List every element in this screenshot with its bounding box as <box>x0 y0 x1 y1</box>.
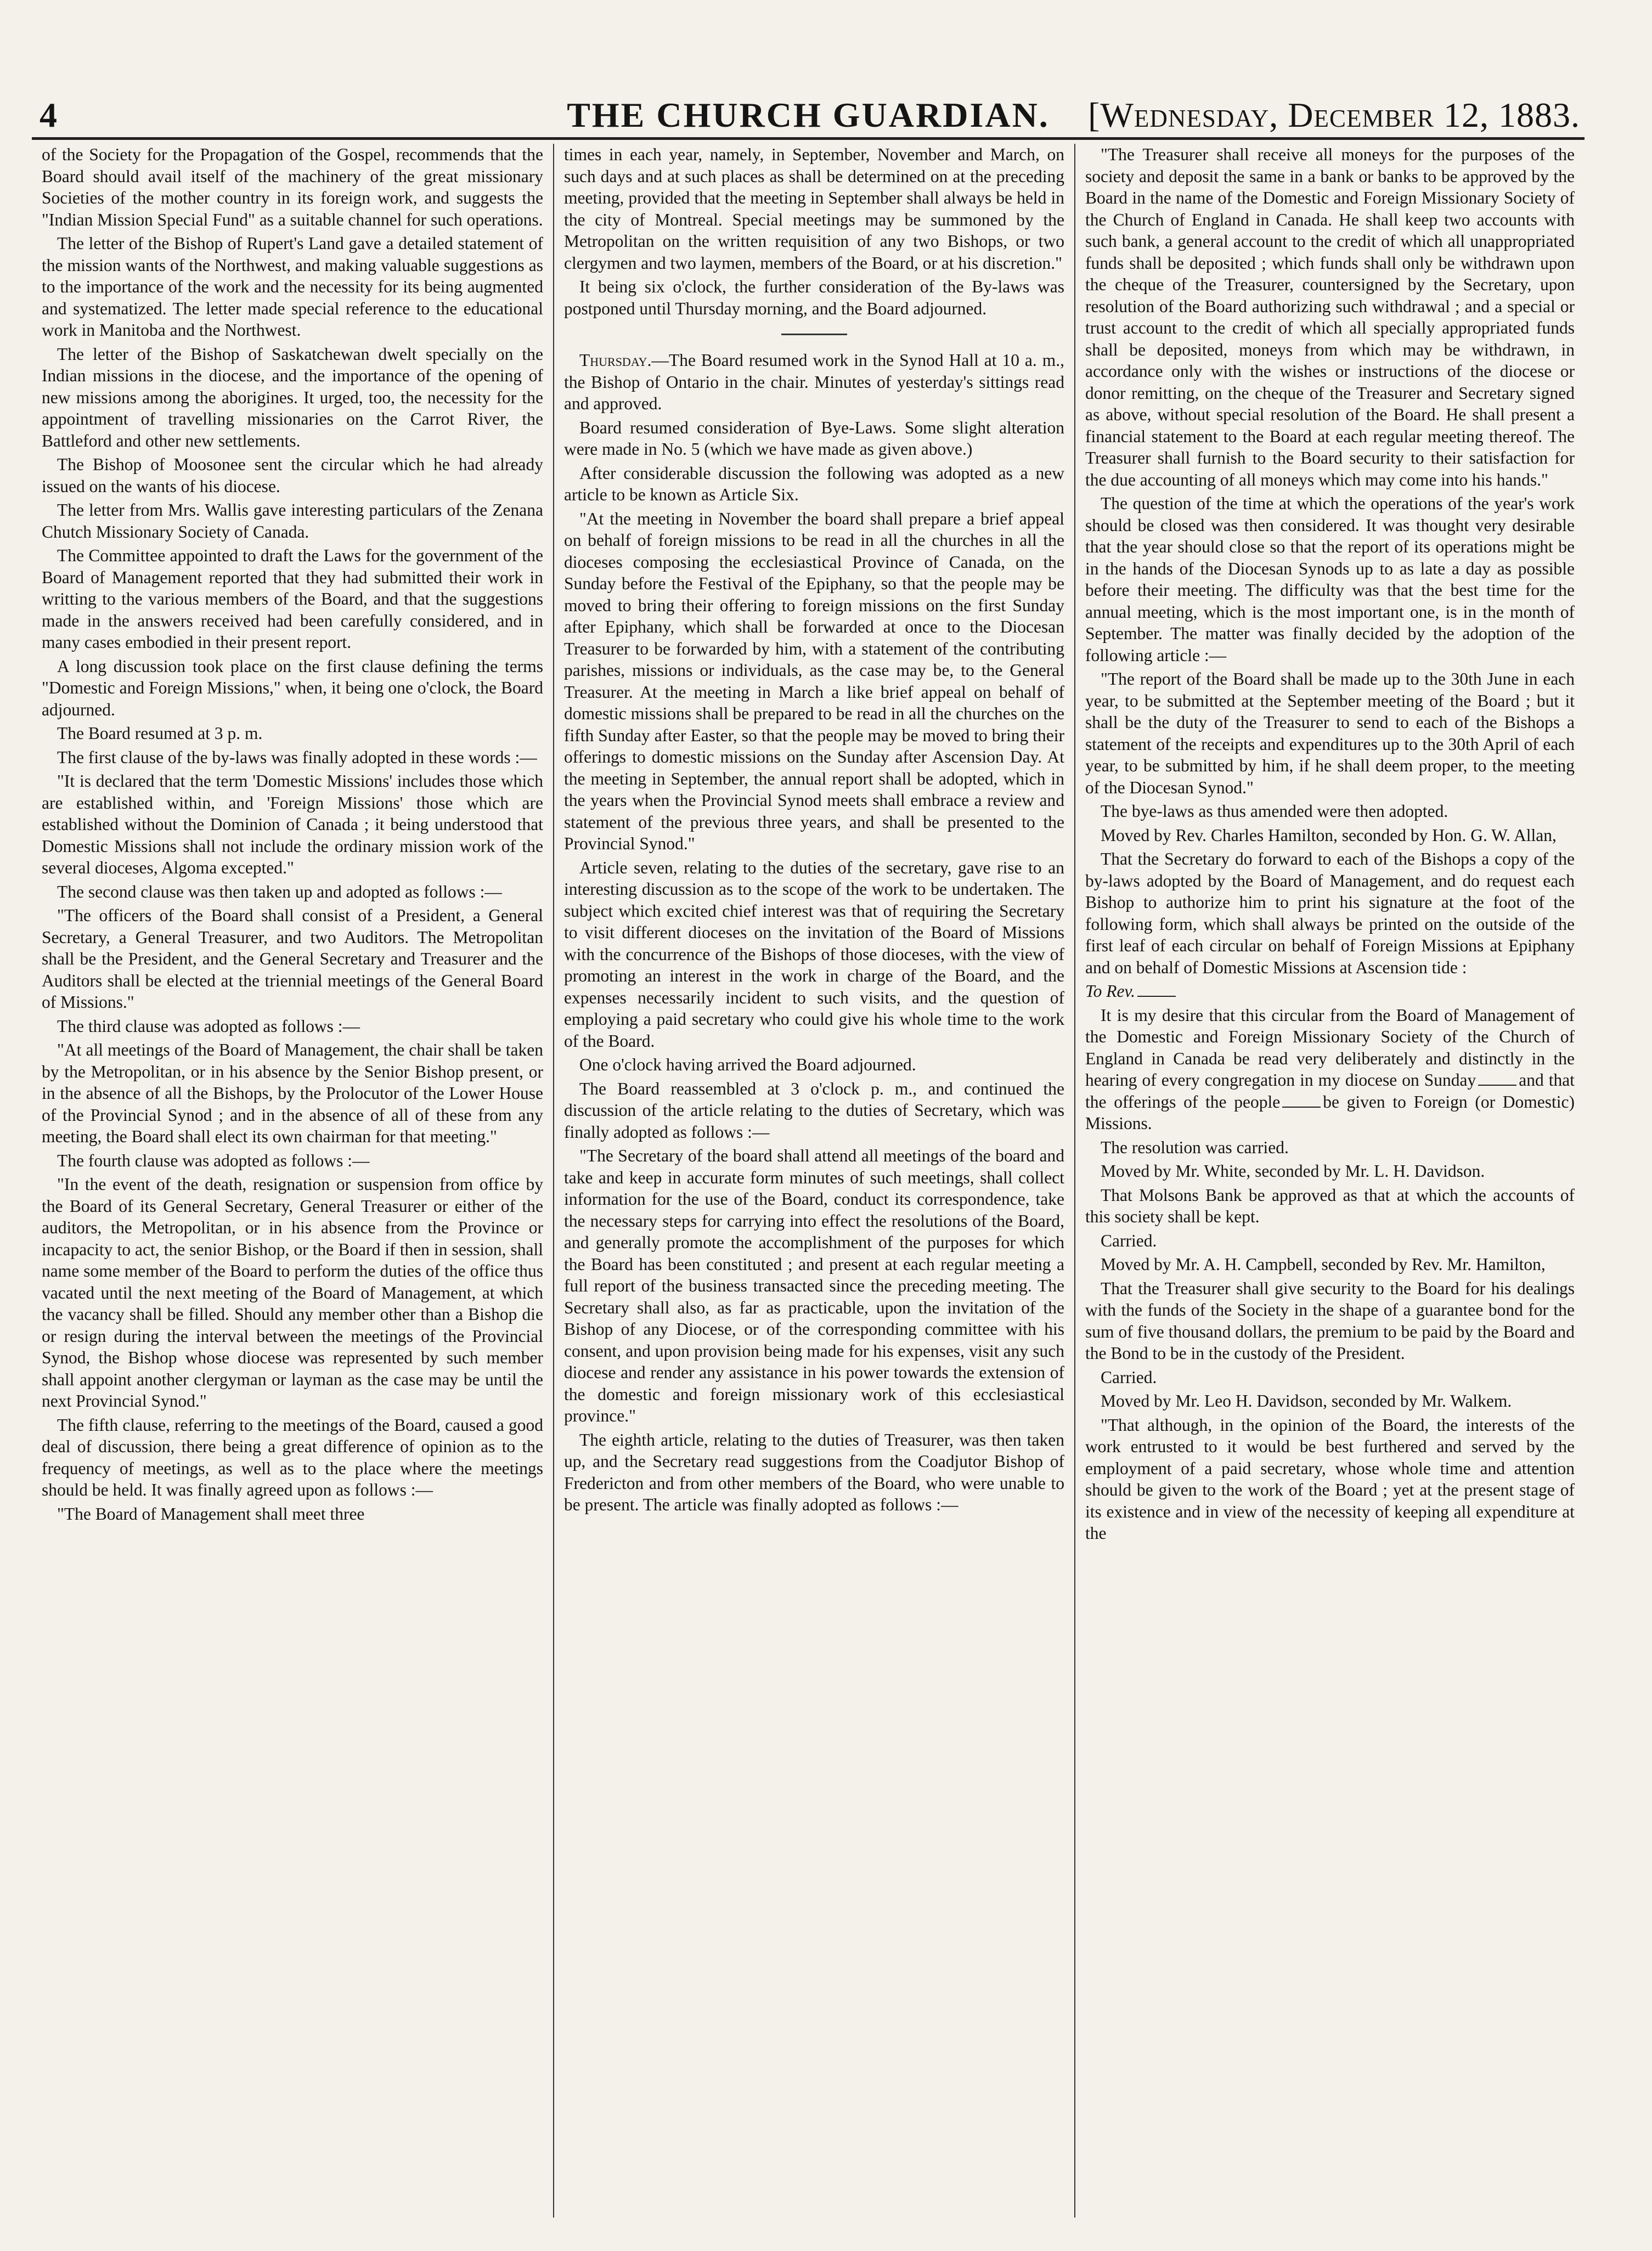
paragraph: The first clause of the by-laws was finally adopted in these words :— <box>57 747 537 767</box>
column-3 <box>1074 144 1585 2218</box>
circular-end: be given to Foreign (or Domestic) Missions. <box>1085 1092 1575 1133</box>
paragraph: "At the meeting in November the board shall prepare a brief appeal on behalf of foreign missions to be read in all the churches in all the dioceses composing the ecclesiastical Province of Canada, on the Sunday before the Festival of the Epiphany, so that the people may be moved to bring their offering to foreign missions on the first Sunday after Epiphany, which shall be forwarded at once to the Diocesan Treasurer to be forwarded by him, with a statement of the contributing parishes, missions or individuals, as the case may be, to the General Treasurer. At the meeting in March a like brief appeal on behalf of domestic missions shall be prepared to be read in all the churches on the fifth Sunday after Easter, so that the people may be moved to bring their offerings to domestic missions on the Sunday after Ascension Day. At the meeting in September, the annual report shall be adopted, which in the years when the Provincial Synod meets shall embrace a review and statement of the previous three years, and shall be presented to the Provincial Synod." <box>564 509 1064 853</box>
paragraph: "It is declared that the term 'Domestic Missions' includes those which are established within, and 'Foreign Missions' those which are established without the Dominion of Canada ; it being understood that Domestic Missions shall not include the ordinary mission work of the several dioceses, Algoma excepted." <box>42 771 543 877</box>
paragraph: of the Society for the Propagation of the Gospel, recommends that the Board should avail itself of the machinery of the great missionary Societies of the mother country in its foreign work, and suggests the "Indian Mission Special Fund" as a suitable channel for such operations. <box>42 145 543 229</box>
paragraph: The resolution was carried. <box>1101 1137 1289 1157</box>
paragraph: A long discussion took place on the first clause defining the terms "Domestic and Foreign Missions," when, it being one o'clock, the Board adjourned. <box>42 656 543 719</box>
circular-text <box>1085 1005 1575 1135</box>
blank-line <box>1282 1092 1321 1108</box>
paragraph: Carried. <box>1101 1367 1157 1387</box>
paragraph: Moved by Mr. A. H. Campbell, seconded by Rev. Mr. Hamilton, <box>1101 1255 1546 1274</box>
column-2 <box>553 144 1074 2218</box>
circular-lead: It is my desire that this circular from the Board of Management of the Domestic and Foreign Missionary Society of the Church of England in Canada be read very deliberately and distinctly in the hearing of every congregation in my diocese on Sunday <box>1085 1005 1575 1090</box>
paragraph: Moved by Mr. White, seconded by Mr. L. H. Davidson. <box>1101 1161 1485 1181</box>
paragraph: That the Secretary do forward to each of the Bishops a copy of the by-laws adopted by the Board of Management, and do request each Bishop to authorize him to print his signature at the foot of the following form, which shall always be printed on the outside of the first leaf of each circular on behalf of Foreign Missions at Epiphany and on behalf of Domestic Missions at Ascension tide : <box>1085 849 1575 977</box>
paragraph: The eighth article, relating to the duties of Treasurer, was then taken up, and the Secretary read suggestions from the Coadjutor Bishop of Fredericton and from other members of the Board, who were unable to be present. The article was finally adopted as follows :— <box>564 1430 1064 1514</box>
page-number: 4 <box>40 95 57 134</box>
paragraph: "The Secretary of the board shall attend all meetings of the board and take and keep in accurate form minutes of such meetings, shall collect information for the use of the Board, conduct its correspondence, take the necessary steps for carrying into effect the resolutions of the Board, and generally promote the accomplishment of the purposes for which the Board has been constituted ; and present at each regular meeting a full report of the business transacted since the preceding meeting. The Secretary shall also, as far as practicable, upon the invitation of the Bishop of any Diocese, or of the corresponding committee with his consent, and upon provision being made for his expenses, visit any such diocese and render any assistance in his power towards the extension of the domestic and foreign missionary work of this ecclesiastical province." <box>564 1146 1064 1425</box>
paragraph: Moved by Mr. Leo H. Davidson, seconded by Mr. Walkem. <box>1101 1391 1512 1411</box>
section-divider <box>781 334 847 335</box>
paragraph: "In the event of the death, resignation or suspension from office by the Board of its General Secretary, General Treasurer or either of the auditors, the Metropolitan, or in his absence from the Province or incapacity to act, the senior Bishop, or the Board if then in session, shall name some member of the Board to perform the duties of the office thus vacated until the next meeting of the Board of Management, at which the vacancy shall be filled. Should any member other than a Bishop die or resign during the interval between the meetings of the Provincial Synod, the Bishop whose diocese was represented by such member shall appoint another clergyman or layman as the case may be until the next Provincial Synod." <box>42 1175 543 1411</box>
paragraph: The second clause was then taken up and adopted as follows :— <box>57 882 502 901</box>
thursday-text: —The Board resumed work in the Synod Hall at 10 a. m., the Bishop of Ontario in the chair. Minutes of yesterday's sittings read and approved. <box>564 351 1064 413</box>
paragraph: That Molsons Bank be approved as that at which the accounts of this society shall be kept. <box>1085 1185 1575 1226</box>
paragraph: "The officers of the Board shall consist of a President, a General Secretary, a General Treasurer, and two Auditors. The Metropolitan shall be the President, and the General Secretary and Treasurer and the Auditors shall be elected at the triennial meetings of the General Board of Missions." <box>42 906 543 1012</box>
paragraph: The letter of the Bishop of Rupert's Land gave a detailed statement of the mission wants of the Northwest, and making valuable suggestions as to the importance of the work and the necessity for its being augmented and systematized. The letter made special reference to the educational work in Manitoba and the Northwest. <box>42 234 543 340</box>
paragraph: "The report of the Board shall be made up to the 30th June in each year, to be submitted at the September meeting of the Board ; but it shall be the duty of the Treasurer to send to each of the Bishops a statement of the receipts and expenditures up to the 30th April of each year, to be submitted by him, if he shall deem proper, to the meeting of the Diocesan Synod." <box>1085 669 1575 797</box>
paragraph: The fifth clause, referring to the meetings of the Board, caused a good deal of discussion, there being a great difference of opinion as to the frequency of meetings, as well as to the place where the meetings should be held. It was finally agreed upon as follows :— <box>42 1415 543 1499</box>
paragraph: The third clause was adopted as follows :— <box>57 1016 360 1036</box>
salutation <box>1085 980 1575 1002</box>
paragraph: The bye-laws as thus amended were then adopted. <box>1101 802 1448 821</box>
paragraph: Article seven, relating to the duties of the secretary, gave rise to an interesting discussion as to the scope of the work to be undertaken. The subject which excited chief interest was that of requiring the Secretary to visit different dioceses on the invitation of the Board of Missions with the concurrence of the Bishops of those dioceses, with the view of promoting an interest in the work in charge of the Board, and the expenses necessarily incident to such visits, and the question of employing a paid secretary who could give his whole time to the work of the Board. <box>564 857 1064 1051</box>
paragraph: The Board resumed at 3 p. m. <box>57 724 263 743</box>
circular-mid: and that the offerings of the people <box>1085 1070 1575 1112</box>
paragraph: That the Treasurer shall give security to the Board for his dealings with the funds of the Society in the shape of a guarantee bond for the sum of five thousand dollars, the premium to be paid by the Board and the Bond to be in the custody of the President. <box>1085 1278 1575 1363</box>
paragraph: The Bishop of Moosonee sent the circular which he had already issued on the wants of his diocese. <box>42 455 543 496</box>
paragraph: Carried. <box>1101 1231 1157 1250</box>
paragraph: "That although, in the opinion of the Board, the interests of the work entrusted to it would be best furthered and served by the employment of a paid secretary, whose whole time and attention should be given to the work of the Board ; yet at the present stage of its existence and in view of the necessity of keeping all expenditure at the <box>1085 1415 1575 1543</box>
thursday-lead: Thursday. <box>579 351 652 370</box>
paragraph: Moved by Rev. Charles Hamilton, seconded by Hon. G. W. Allan, <box>1101 825 1557 845</box>
issue-date: [Wednesday, December 12, 1883. <box>1088 95 1580 134</box>
blank-line <box>1137 981 1176 997</box>
paragraph: "The Treasurer shall receive all moneys for the purposes of the society and deposit the same in a bank or banks to be approved by the Board in the name of the Domestic and Foreign Missionary Society of the Church of England in Canada. He shall keep two accounts with such bank, a general account to the credit of which all unappropriated funds shall be deposited ; which funds shall only be withdrawn upon the cheque of the Treasurer, countersigned by the Secretary, upon resolution of the Board authorizing such withdrawal ; and a special or trust account to the credit of which all specially appropriated funds shall be deposited, moneys from which may be withdrawn, in accordance only with the wishes or instructions of the diocese or donor remitting, on the cheque of the Treasurer and Secretary signed as above, without special resolution of the Board. He shall present a financial statement to the Board at each regular meeting thereof. The Treasurer shall furnish to the Board security to their satisfaction for the due accounting of all moneys which may come into his hands." <box>1085 145 1575 489</box>
paragraph: It being six o'clock, the further consideration of the By-laws was postponed until Thursday morning, and the Board adjourned. <box>564 277 1064 318</box>
column-1 <box>32 144 553 2218</box>
paragraph: "The Board of Management shall meet three <box>57 1504 365 1524</box>
paragraph: The fourth clause was adopted as follows :— <box>57 1150 370 1170</box>
paragraph: "At all meetings of the Board of Management, the chair shall be taken by the Metropolitan, or in his absence by the Senior Bishop present, or in the absence of all the Bishops, by the Prolocutor of the Lower House of the Provincial Synod ; and in the absence of all of these from any meeting, the Board shall elect its own chairman for that meeting." <box>42 1040 543 1146</box>
salutation-text: To Rev. <box>1085 981 1135 1001</box>
paragraph: After considerable discussion the following was adopted as a new article to be known as Article Six. <box>564 463 1064 504</box>
masthead <box>32 93 1585 140</box>
paragraph: The letter of the Bishop of Saskatchewan dwelt specially on the Indian missions in the diocese, and the importance of the opening of new missions among the aborigines. It urged, too, the necessity for the appointment of travelling missionaries on the Carrot River, the Battleford and other new settlements. <box>42 344 543 450</box>
paragraph: times in each year, namely, in September, November and March, on such days and at such places as shall be determined on at the preceding meeting, provided that the meeting in September shall always be held in the city of Montreal. Special meetings may be summoned by the Metropolitan on the written requisition of any two Bishops, or two clergymen and two laymen, members of the Board, or at his discretion." <box>564 145 1064 273</box>
paragraph: The question of the time at which the operations of the year's work should be closed was then considered. It was thought very desirable that the year should close so that the report of its operations might be in the hands of the Diocesan Synods up to as late a day as possible before their meeting. The difficulty was that the best time for the annual meeting, which is the most important one, is in the month of September. The matter was finally decided by the adoption of the following article :— <box>1085 494 1575 665</box>
paragraph: The Committee appointed to draft the Laws for the government of the Board of Management reported that they had submitted their work in writting to the various members of the Board, and that the suggestions made in the answers received had been carefully considered, and in many cases embodied in their present report. <box>42 546 543 652</box>
paper-title: THE CHURCH GUARDIAN. <box>567 95 1050 134</box>
paragraph: The letter from Mrs. Wallis gave interesting particulars of the Zenana Chutch Missionary Society of Canada. <box>42 500 543 541</box>
newspaper-page <box>32 93 1585 2222</box>
paragraph: Board resumed consideration of Bye-Laws. Some slight alteration were made in No. 5 (which we have made as given above.) <box>564 418 1064 459</box>
blank-line <box>1478 1070 1516 1086</box>
paragraph: The Board reassembled at 3 o'clock p. m., and continued the discussion of the article relating to the duties of Secretary, which was finally adopted as follows :— <box>564 1079 1064 1142</box>
paragraph: One o'clock having arrived the Board adjourned. <box>579 1055 916 1074</box>
article-columns <box>32 144 1585 2218</box>
thursday-paragraph <box>564 349 1064 415</box>
